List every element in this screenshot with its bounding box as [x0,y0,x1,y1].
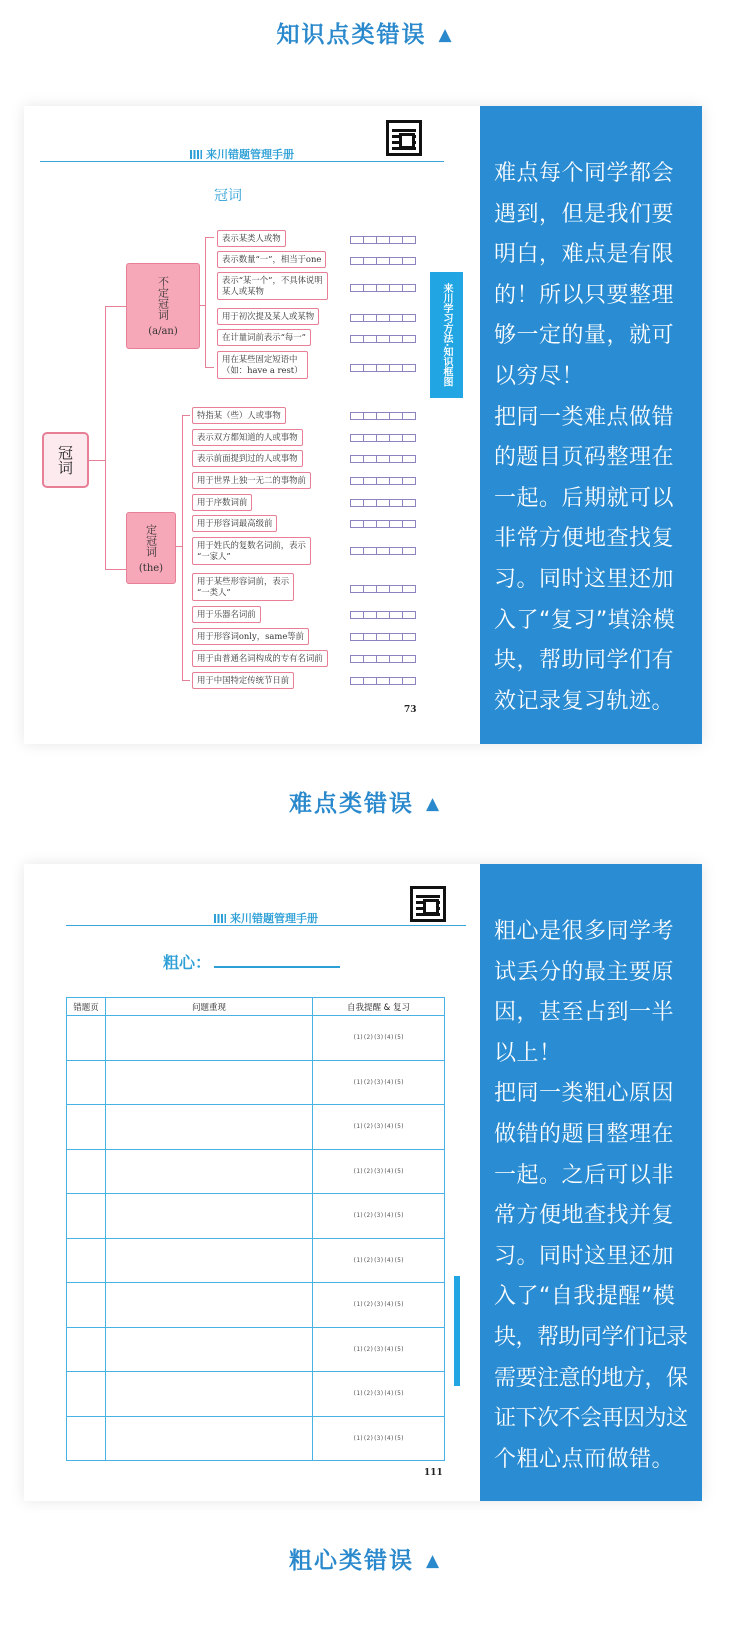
heading-text: 难点类错误 [288,791,414,817]
table-header-row [67,998,445,1016]
leaf-item: 表示前面提到过的人或事物 [192,450,303,467]
col-header: 问题重现 [106,998,313,1016]
review-checkboxes[interactable] [350,499,420,507]
review-checkboxes[interactable] [350,236,420,244]
description-panel-difficulty: 难点每个同学都会 遇到，但是我们要 明白，难点是有限 的！所以只要整理 够一定的量，就可 以穷尽！ 把同一类难点做错 的题目页码整理在 一起。后期就可以 非常方便地查找复 习。同时这里还加 入了“复习”填涂模 块，帮助同学们有 效记录复习轨迹。 [480,106,702,744]
table-row[interactable] [67,1060,445,1105]
review-checkboxes[interactable] [350,547,420,555]
review-checkboxes[interactable] [350,434,420,442]
table-row[interactable] [67,1327,445,1372]
mistake-table [66,997,445,1461]
review-checkboxes[interactable] [350,585,420,593]
connector [89,460,105,461]
description-panel-careless: 粗心是很多同学考 试丢分的最主要原 因，甚至占到一半 以上！ 把同一类粗心原因 做错的题目整理在 一起。之后可以非 常方便地查找并复 习。同时这里还加 入了“自我提醒”模 块，帮助同学们记录 需要注意的地方，保 证下次不会再因为这 个粗心点而做错。 [480,864,702,1501]
review-marks[interactable]: (1)(2)(3)(4)(5) [313,1194,445,1239]
review-marks[interactable]: (1)(2)(3)(4)(5) [313,1060,445,1105]
brand-logo-icon [214,914,226,923]
col-header: 错题页 [67,998,106,1016]
connector [182,415,190,681]
review-checkboxes[interactable] [350,520,420,528]
careless-label: 粗心： [163,953,212,972]
section-heading-careless [0,1542,730,1575]
leaf-item: 表示双方都知道的人或事物 [192,429,303,446]
leaf-item: 用于形容词only，same等前 [192,628,309,645]
workbook-page-73 [24,106,480,744]
review-checkboxes[interactable] [350,655,420,663]
node-indefinite-article: 不定冠词 (a/an) [126,263,200,349]
review-marks[interactable]: (1)(2)(3)(4)(5) [313,1105,445,1150]
leaf-item: 用于某些形容词前，表示 “一类人” [192,573,294,601]
leaf-item: 用于形容词最高级前 [192,515,277,532]
heading-text: 粗心类错误 [288,1548,414,1574]
side-tab: 来川学习方法·知识框图 [430,272,463,398]
table-row[interactable] [67,1416,445,1461]
connector [200,305,206,306]
review-checkboxes[interactable] [350,335,420,343]
brand-logo-icon [190,150,202,159]
review-checkboxes[interactable] [350,611,420,619]
table-row[interactable] [67,1105,445,1150]
page-header [66,910,466,926]
table-row[interactable] [67,1194,445,1239]
side-accent-bar [454,1276,460,1386]
leaf-item: 用于中国特定传统节日前 [192,672,294,689]
triangle-up-icon: ▲ [425,1551,442,1571]
table-row[interactable] [67,1149,445,1194]
page-header [40,146,444,162]
connector [105,306,126,570]
connector [176,546,183,547]
workbook-page-111 [24,864,480,1501]
table-row[interactable] [67,1283,445,1328]
review-checkboxes[interactable] [350,314,420,322]
node-definite-article: 定冠词 (the) [126,512,176,584]
leaf-item: 特指某（些）人或事物 [192,407,286,424]
review-checkboxes[interactable] [350,284,420,292]
leaf-item: 用于序数词前 [192,494,252,511]
review-marks[interactable]: (1)(2)(3)(4)(5) [313,1327,445,1372]
mind-map-title: 冠词 [214,188,242,204]
review-marks[interactable]: (1)(2)(3)(4)(5) [313,1283,445,1328]
table-row[interactable] [67,1372,445,1417]
triangle-up-icon: ▲ [438,25,454,45]
col-header: 自我提醒 & 复习 [313,998,445,1016]
leaf-item: 用于世界上独一无二的事物前 [192,472,311,489]
root-node: 冠词 [42,432,89,488]
heading-text: 知识点类错误 [276,22,427,48]
leaf-item: 用于由普通名词构成的专有名词前 [192,650,328,667]
table-row[interactable] [67,1016,445,1061]
leaf-item: 在计量词前表示“每一” [217,329,311,346]
review-marks[interactable]: (1)(2)(3)(4)(5) [313,1238,445,1283]
leaf-item: 用于姓氏的复数名词前，表示 “一家人” [192,537,311,565]
section-heading-knowledge [0,16,730,49]
review-marks[interactable]: (1)(2)(3)(4)(5) [313,1416,445,1461]
leaf-item: 表示“某一个”，不具体说明 某人或某物 [217,272,328,300]
review-checkboxes[interactable] [350,455,420,463]
sample-page-card-careless [24,864,702,1501]
review-checkboxes[interactable] [350,364,420,372]
triangle-up-icon: ▲ [425,794,442,814]
page-number: 73 [404,705,417,715]
leaf-item: 用于乐器名词前 [192,606,261,623]
connector [205,237,214,368]
review-checkboxes[interactable] [350,477,420,485]
leaf-item: 用在某些固定短语中 （如：have a rest） [217,351,308,379]
review-checkboxes[interactable] [350,677,420,685]
leaf-item: 表示某类人或物 [217,230,286,247]
careless-fill-line[interactable] [214,966,340,968]
review-marks[interactable]: (1)(2)(3)(4)(5) [313,1016,445,1061]
sample-page-card-articles [24,106,702,744]
leaf-item: 用于初次提及某人或某物 [217,308,319,325]
table-row[interactable] [67,1238,445,1283]
review-checkboxes[interactable] [350,257,420,265]
brand-title: 来川错题管理手册 [40,146,444,162]
review-checkboxes[interactable] [350,412,420,420]
review-checkboxes[interactable] [350,633,420,641]
review-marks[interactable]: (1)(2)(3)(4)(5) [313,1149,445,1194]
page-number: 111 [424,1468,443,1478]
review-marks[interactable]: (1)(2)(3)(4)(5) [313,1372,445,1417]
section-heading-difficulty [0,785,730,818]
brand-title: 来川错题管理手册 [66,910,466,926]
leaf-item: 表示数量“一”，相当于one [217,251,326,268]
